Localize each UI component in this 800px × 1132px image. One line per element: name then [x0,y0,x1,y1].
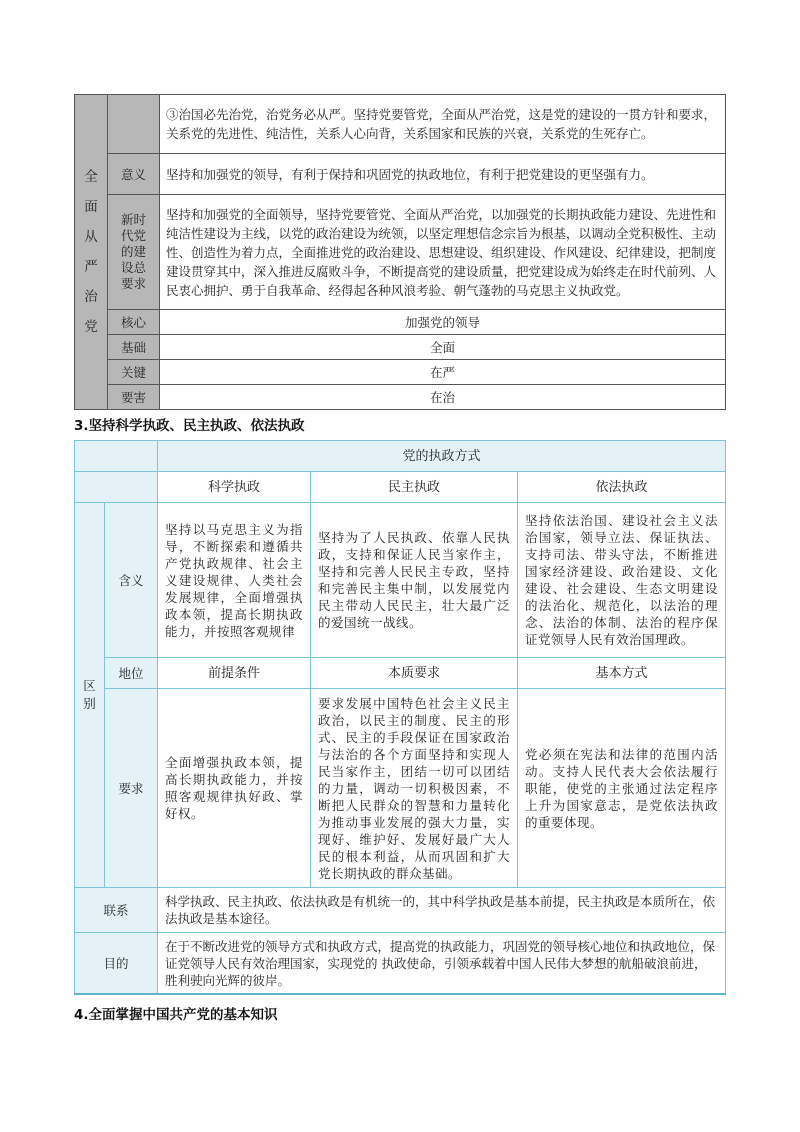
key-label: 关键 [108,360,160,385]
foundation-label: 基础 [108,335,160,360]
meaning-democratic: 坚持为了人民执政、依靠人民执政，支持和保证人民当家作主，坚持和完善人民民主专政，坚持和完善民主集中制，以发展党内民主带动人民民主，壮大最广泛的爱国统一战线。 [311,503,518,658]
purpose-label: 目的 [75,933,158,995]
section-heading-3: 3.坚持科学执政、民主执政、依法执政 [74,418,305,434]
core-row [75,310,726,335]
new-era-text: 坚持和加强党的全面领导，坚持党要管党、全面从严治党，以加强党的长期执政能力建设、先进性和纯洁性建设为主线，以党的政治建设为统领，以坚定理想信念宗旨为根基，以调动全党积极性、主动性、创造性为着力点，全面推进党的政治建设、思想建设、组织建设、作风建设、纪律建设，把制度建设贯穿其中，深入推进反腐败斗争，不断提高党的建设质量，把党建设成为始终走在时代前列、人民衷心拥护、勇于自我革命、经得起各种风浪考验、朝气蓬勃的马克思主义执政党。 [160,195,726,310]
columns-corner [75,472,158,503]
columns-row [75,472,726,503]
requirement-democratic: 要求发展中国特色社会主义民主政治，以民主的制度、民主的形式、民主的手段保证在国家政治与法治的各个方面坚持和实现人民当家作主，团结一切可以团结的力量，调动一切积极因素，不断把人民群众的智慧和力量转化为推动事业发展的强大力量，实现好、维护好、发展好最广大人民的根本利益，从而巩固和扩大党长期执政的群众基础。 [311,689,518,888]
position-law-based: 基本方式 [518,658,726,689]
section-heading-4: 4.全面掌握中国共产党的基本知识 [74,1007,278,1023]
core-value: 加强党的领导 [160,310,726,335]
vital-row [75,385,726,410]
meaning-label: 含义 [105,503,158,658]
relation-label: 联系 [75,888,158,933]
column-democratic: 民主执政 [311,472,518,503]
strict-party-governance-table [74,94,726,410]
requirement-row [75,689,726,888]
intro-row [75,95,726,154]
header-corner [75,441,158,472]
governance-methods-table [74,440,726,995]
core-label: 核心 [108,310,160,335]
purpose-row [75,933,726,995]
relation-row [75,888,726,933]
key-row [75,360,726,385]
meaning-scientific: 坚持以马克思主义为指导，不断探索和遵循共产党执政规律、社会主义建设规律、人类社会发展规律，全面增强执政本领，提高长期执政能力，并按照客观规律 [158,503,311,658]
significance-row [75,154,726,195]
document-page [74,94,726,1029]
new-era-label: 新时 代党 的建 设总 要求 [108,195,160,310]
purpose-text: 在于不断改进党的领导方式和执政方式，提高党的执政能力，巩固党的领导核心地位和执政地位，保证党领导人民有效治理国家，实现党的 执政使命，引领承载着中国人民伟大梦想的航船破浪前进，胜利驶向光辉的彼岸。 [158,933,726,995]
intro-label-cell [108,95,160,154]
position-democratic: 本质要求 [311,658,518,689]
vital-value: 在治 [160,385,726,410]
requirement-label: 要求 [105,689,158,888]
header-row [75,441,726,472]
new-era-row [75,195,726,310]
foundation-row [75,335,726,360]
intro-text: ③治国必先治党，治党务必从严。坚持党要管党，全面从严治党，这是党的建设的一贯方针和要求，关系党的先进性、纯洁性，关系人心向背，关系国家和民族的兴衰，关系党的生死存亡。 [160,95,726,154]
vital-label: 要害 [108,385,160,410]
significance-text: 坚持和加强党的领导，有利于保持和巩固党的执政地位，有利于把党建设的更坚强有力。 [160,154,726,195]
difference-label: 区 别 [75,503,105,888]
relation-text: 科学执政、民主执政、依法执政是有机统一的，其中科学执政是基本前提，民主执政是本质所在，依法执政是基本途径。 [158,888,726,933]
position-label: 地位 [105,658,158,689]
side-label-strict-governance: 全 面 从 严 治 党 [75,95,108,410]
foundation-value: 全面 [160,335,726,360]
meaning-law-based: 坚持依法治国、建设社会主义法治国家，领导立法、保证执法、支持司法、带头守法，不断推进国家经济建设、政治建设、文化建设、社会建设、生态文明建设的法治化、规范化，以法治的理念、法治的体制、法治的程序保证党领导人民有效治国理政。 [518,503,726,658]
requirement-scientific: 全面增强执政本领，提高长期执政能力，并按照客观规律执好政、掌好权。 [158,689,311,888]
significance-label: 意义 [108,154,160,195]
column-law-based: 依法执政 [518,472,726,503]
table-header: 党的执政方式 [158,441,726,472]
requirement-law-based: 党必须在宪法和法律的范围内活动。支持人民代表大会依法履行职能，使党的主张通过法定程序上升为国家意志，是党依法执政的重要体现。 [518,689,726,888]
key-value: 在严 [160,360,726,385]
meaning-row [75,503,726,658]
position-scientific: 前提条件 [158,658,311,689]
position-row [75,658,726,689]
column-scientific: 科学执政 [158,472,311,503]
